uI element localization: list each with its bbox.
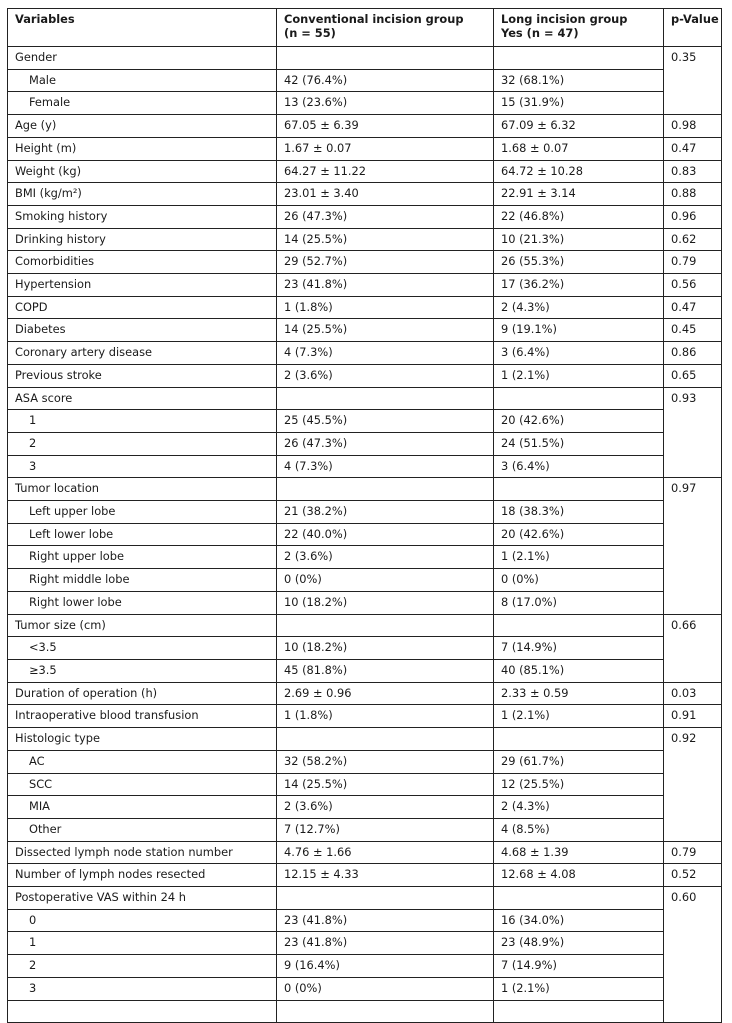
sub-variable-label: Right middle lobe: [8, 569, 277, 592]
conventional-value-cell: 22 (40.0%): [277, 523, 494, 546]
table-row: [8, 705, 722, 728]
variable-group-label: Gender: [8, 47, 277, 70]
variable-label: BMI (kg/m²): [8, 183, 277, 206]
conventional-value-cell: 14 (25.5%): [277, 228, 494, 251]
table-row: [8, 546, 722, 569]
long-value-cell: 67.09 ± 6.32: [494, 115, 664, 138]
variable-label: Previous stroke: [8, 364, 277, 387]
conventional-value-cell: 0 (0%): [277, 977, 494, 1000]
variable-label: COPD: [8, 296, 277, 319]
table-row: [8, 387, 722, 410]
conventional-value-cell: 26 (47.3%): [277, 432, 494, 455]
long-value-cell: 26 (55.3%): [494, 251, 664, 274]
pvalue-cell: 0.79: [664, 841, 722, 864]
table-row: [8, 69, 722, 92]
long-value-cell: 17 (36.2%): [494, 274, 664, 297]
pvalue-cell: 0.03: [664, 682, 722, 705]
conventional-empty-cell: [277, 478, 494, 501]
table-row: [8, 932, 722, 955]
conventional-value-cell: 32 (58.2%): [277, 750, 494, 773]
long-value-cell: 20 (42.6%): [494, 523, 664, 546]
sub-variable-label: Left upper lobe: [8, 501, 277, 524]
variable-label: Hypertension: [8, 274, 277, 297]
conventional-value-cell: 2.69 ± 0.96: [277, 682, 494, 705]
long-value-cell: 7 (14.9%): [494, 955, 664, 978]
conventional-value-cell: 4.76 ± 1.66: [277, 841, 494, 864]
conventional-value-cell: 10 (18.2%): [277, 637, 494, 660]
table-row: [8, 841, 722, 864]
pvalue-cell: 0.66: [664, 614, 722, 682]
long-value-cell: 1 (2.1%): [494, 546, 664, 569]
table-row: [8, 796, 722, 819]
long-value-cell: 1 (2.1%): [494, 977, 664, 1000]
long-value-cell: 1 (2.1%): [494, 705, 664, 728]
table-row: [8, 455, 722, 478]
table-row: [8, 296, 722, 319]
conventional-value-cell: 45 (81.8%): [277, 659, 494, 682]
conventional-empty-cell: [277, 614, 494, 637]
variable-label: Weight (kg): [8, 160, 277, 183]
table-row-spacer: [8, 1000, 722, 1023]
conventional-value-cell: 2 (3.6%): [277, 546, 494, 569]
table-row: [8, 818, 722, 841]
table-row: [8, 478, 722, 501]
variable-label: Comorbidities: [8, 251, 277, 274]
long-value-cell: 2.33 ± 0.59: [494, 682, 664, 705]
table-body: [8, 47, 722, 1023]
long-value-cell: 32 (68.1%): [494, 69, 664, 92]
conventional-value-cell: 23 (41.8%): [277, 932, 494, 955]
pvalue-cell: 0.83: [664, 160, 722, 183]
table-row: [8, 909, 722, 932]
sub-variable-label: 0: [8, 909, 277, 932]
variable-label: Intraoperative blood transfusion: [8, 705, 277, 728]
long-value-cell: 22 (46.8%): [494, 205, 664, 228]
variable-label: Coronary artery disease: [8, 342, 277, 365]
sub-variable-label: AC: [8, 750, 277, 773]
header-conventional-group: [277, 9, 494, 47]
conventional-value-cell: 42 (76.4%): [277, 69, 494, 92]
header-conventional-line2: (n = 55): [284, 26, 336, 40]
spacer-cell: [494, 1000, 664, 1023]
table-row: [8, 342, 722, 365]
conventional-value-cell: 23 (41.8%): [277, 274, 494, 297]
long-empty-cell: [494, 614, 664, 637]
conventional-value-cell: 7 (12.7%): [277, 818, 494, 841]
sub-variable-label: Left lower lobe: [8, 523, 277, 546]
pvalue-cell: 0.93: [664, 387, 722, 478]
pvalue-cell: 0.45: [664, 319, 722, 342]
conventional-empty-cell: [277, 387, 494, 410]
sub-variable-label: Other: [8, 818, 277, 841]
conventional-value-cell: 26 (47.3%): [277, 205, 494, 228]
table-row: [8, 115, 722, 138]
long-value-cell: 23 (48.9%): [494, 932, 664, 955]
table-row: [8, 364, 722, 387]
long-empty-cell: [494, 47, 664, 70]
conventional-value-cell: 23 (41.8%): [277, 909, 494, 932]
conventional-value-cell: 67.05 ± 6.39: [277, 115, 494, 138]
variable-group-label: ASA score: [8, 387, 277, 410]
table-row: [8, 47, 722, 70]
long-value-cell: 2 (4.3%): [494, 296, 664, 319]
table-row: [8, 410, 722, 433]
header-pvalue-text: p-Value: [671, 12, 719, 26]
pvalue-cell: 0.62: [664, 228, 722, 251]
long-value-cell: 8 (17.0%): [494, 591, 664, 614]
long-value-cell: 3 (6.4%): [494, 342, 664, 365]
long-value-cell: 22.91 ± 3.14: [494, 183, 664, 206]
conventional-value-cell: 1.67 ± 0.07: [277, 137, 494, 160]
sub-variable-label: ≥3.5: [8, 659, 277, 682]
conventional-value-cell: 4 (7.3%): [277, 455, 494, 478]
long-empty-cell: [494, 387, 664, 410]
long-value-cell: 18 (38.3%): [494, 501, 664, 524]
conventional-value-cell: 2 (3.6%): [277, 796, 494, 819]
table-row: [8, 319, 722, 342]
conventional-value-cell: 4 (7.3%): [277, 342, 494, 365]
conventional-value-cell: 14 (25.5%): [277, 319, 494, 342]
table-row: [8, 205, 722, 228]
sub-variable-label: Right upper lobe: [8, 546, 277, 569]
conventional-value-cell: 1 (1.8%): [277, 296, 494, 319]
header-conventional-line1: Conventional incision group: [284, 12, 464, 26]
pvalue-cell: 0.79: [664, 251, 722, 274]
pvalue-cell: 0.47: [664, 137, 722, 160]
long-value-cell: 20 (42.6%): [494, 410, 664, 433]
header-pvalue: [664, 9, 722, 47]
long-value-cell: 1.68 ± 0.07: [494, 137, 664, 160]
table-row: [8, 955, 722, 978]
long-value-cell: 0 (0%): [494, 569, 664, 592]
pvalue-cell: 0.91: [664, 705, 722, 728]
long-empty-cell: [494, 887, 664, 910]
conventional-value-cell: 29 (52.7%): [277, 251, 494, 274]
conventional-value-cell: 1 (1.8%): [277, 705, 494, 728]
variable-group-label: Tumor size (cm): [8, 614, 277, 637]
table-row: [8, 591, 722, 614]
header-variables: [8, 9, 277, 47]
conventional-empty-cell: [277, 887, 494, 910]
variable-label: Dissected lymph node station number: [8, 841, 277, 864]
table-row: [8, 773, 722, 796]
long-value-cell: 4.68 ± 1.39: [494, 841, 664, 864]
pvalue-cell: 0.92: [664, 728, 722, 842]
sub-variable-label: MIA: [8, 796, 277, 819]
table-row: [8, 614, 722, 637]
header-long-group: [494, 9, 664, 47]
long-value-cell: 40 (85.1%): [494, 659, 664, 682]
sub-variable-label: 3: [8, 977, 277, 1000]
conventional-empty-cell: [277, 728, 494, 751]
sub-variable-label: SCC: [8, 773, 277, 796]
baseline-characteristics-table-container: [7, 8, 721, 1023]
table-row: [8, 887, 722, 910]
conventional-value-cell: 14 (25.5%): [277, 773, 494, 796]
table-header: [8, 9, 722, 47]
pvalue-cell: 0.60: [664, 887, 722, 1023]
pvalue-cell: 0.96: [664, 205, 722, 228]
long-value-cell: 4 (8.5%): [494, 818, 664, 841]
variable-label: Height (m): [8, 137, 277, 160]
pvalue-cell: 0.56: [664, 274, 722, 297]
spacer-cell: [8, 1000, 277, 1023]
table-row: [8, 637, 722, 660]
variable-label: Age (y): [8, 115, 277, 138]
table-row: [8, 274, 722, 297]
long-value-cell: 16 (34.0%): [494, 909, 664, 932]
long-empty-cell: [494, 478, 664, 501]
table-row: [8, 750, 722, 773]
conventional-empty-cell: [277, 47, 494, 70]
header-long-line1: Long incision group: [501, 12, 628, 26]
conventional-value-cell: 21 (38.2%): [277, 501, 494, 524]
variable-label: Drinking history: [8, 228, 277, 251]
sub-variable-label: 2: [8, 955, 277, 978]
conventional-value-cell: 23.01 ± 3.40: [277, 183, 494, 206]
table-row: [8, 251, 722, 274]
variable-group-label: Tumor location: [8, 478, 277, 501]
sub-variable-label: 3: [8, 455, 277, 478]
pvalue-cell: 0.97: [664, 478, 722, 614]
sub-variable-label: Female: [8, 92, 277, 115]
long-value-cell: 15 (31.9%): [494, 92, 664, 115]
table-row: [8, 864, 722, 887]
table-row: [8, 682, 722, 705]
table-row: [8, 228, 722, 251]
table-row: [8, 183, 722, 206]
variable-group-label: Postoperative VAS within 24 h: [8, 887, 277, 910]
long-value-cell: 3 (6.4%): [494, 455, 664, 478]
table-row: [8, 569, 722, 592]
pvalue-cell: 0.35: [664, 47, 722, 115]
pvalue-cell: 0.52: [664, 864, 722, 887]
spacer-cell: [277, 1000, 494, 1023]
sub-variable-label: <3.5: [8, 637, 277, 660]
conventional-value-cell: 13 (23.6%): [277, 92, 494, 115]
sub-variable-label: Right lower lobe: [8, 591, 277, 614]
long-value-cell: 64.72 ± 10.28: [494, 160, 664, 183]
conventional-value-cell: 64.27 ± 11.22: [277, 160, 494, 183]
conventional-value-cell: 10 (18.2%): [277, 591, 494, 614]
conventional-value-cell: 0 (0%): [277, 569, 494, 592]
long-value-cell: 1 (2.1%): [494, 364, 664, 387]
pvalue-cell: 0.65: [664, 364, 722, 387]
table-row: [8, 977, 722, 1000]
long-value-cell: 9 (19.1%): [494, 319, 664, 342]
variable-label: Smoking history: [8, 205, 277, 228]
table-row: [8, 137, 722, 160]
conventional-value-cell: 25 (45.5%): [277, 410, 494, 433]
conventional-value-cell: 12.15 ± 4.33: [277, 864, 494, 887]
table-row: [8, 432, 722, 455]
long-value-cell: 2 (4.3%): [494, 796, 664, 819]
header-long-line2: Yes (n = 47): [501, 26, 579, 40]
header-variables-text: Variables: [15, 12, 75, 26]
sub-variable-label: Male: [8, 69, 277, 92]
long-value-cell: 29 (61.7%): [494, 750, 664, 773]
table-row: [8, 160, 722, 183]
table-row: [8, 501, 722, 524]
long-value-cell: 7 (14.9%): [494, 637, 664, 660]
table-row: [8, 92, 722, 115]
pvalue-cell: 0.88: [664, 183, 722, 206]
sub-variable-label: 1: [8, 932, 277, 955]
long-empty-cell: [494, 728, 664, 751]
sub-variable-label: 2: [8, 432, 277, 455]
variable-group-label: Histologic type: [8, 728, 277, 751]
baseline-characteristics-table: [7, 8, 722, 1023]
conventional-value-cell: 9 (16.4%): [277, 955, 494, 978]
sub-variable-label: 1: [8, 410, 277, 433]
variable-label: Number of lymph nodes resected: [8, 864, 277, 887]
table-row: [8, 728, 722, 751]
variable-label: Diabetes: [8, 319, 277, 342]
variable-label: Duration of operation (h): [8, 682, 277, 705]
long-value-cell: 12.68 ± 4.08: [494, 864, 664, 887]
conventional-value-cell: 2 (3.6%): [277, 364, 494, 387]
long-value-cell: 24 (51.5%): [494, 432, 664, 455]
pvalue-cell: 0.98: [664, 115, 722, 138]
long-value-cell: 12 (25.5%): [494, 773, 664, 796]
pvalue-cell: 0.47: [664, 296, 722, 319]
long-value-cell: 10 (21.3%): [494, 228, 664, 251]
table-row: [8, 523, 722, 546]
header-row: [8, 9, 722, 47]
table-row: [8, 659, 722, 682]
pvalue-cell: 0.86: [664, 342, 722, 365]
